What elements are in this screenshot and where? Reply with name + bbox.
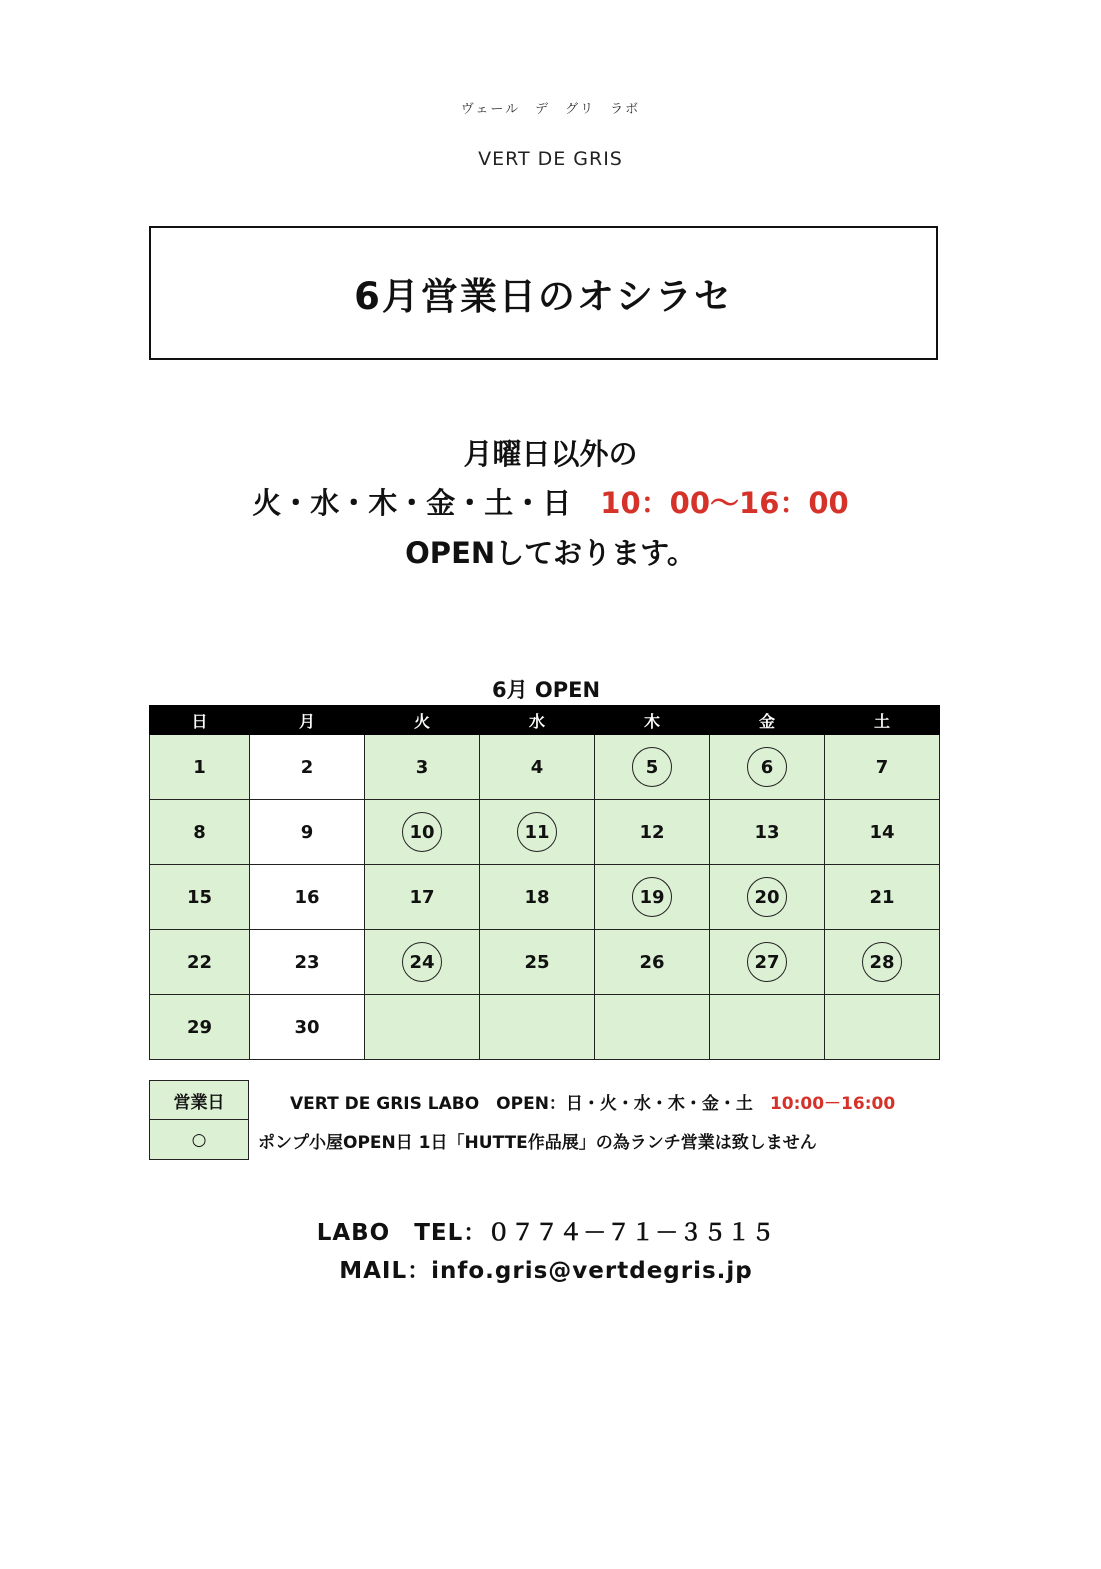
calendar-label: 6月 OPEN: [491, 678, 601, 702]
legend-open-text: [290, 1089, 895, 1114]
day-number: 25: [524, 951, 550, 973]
calendar-day-cell: [595, 800, 710, 865]
calendar-day-cell: [480, 735, 595, 800]
calendar-day-cell: [150, 735, 250, 800]
day-number: 12: [639, 821, 665, 843]
pump-hut-day-number: 24: [402, 942, 442, 982]
day-number: 13: [754, 821, 780, 843]
pump-hut-day-number: 28: [862, 942, 902, 982]
calendar-day-cell: [595, 865, 710, 930]
calendar-day-cell: [710, 865, 825, 930]
calendar-day-cell: [250, 865, 365, 930]
pump-hut-day-number: 27: [747, 942, 787, 982]
calendar-day-cell: [365, 735, 480, 800]
calendar-day-cell: [825, 930, 940, 995]
calendar-day-cell: [710, 930, 825, 995]
calendar-day-cell: [595, 930, 710, 995]
message-line-2: [0, 481, 1101, 522]
brand-kana: ヴェール デ グリ ラボ: [460, 102, 641, 117]
day-number: 8: [193, 821, 206, 843]
calendar-day-cell: [250, 995, 365, 1060]
day-number: 23: [294, 951, 320, 973]
day-number: 26: [639, 951, 665, 973]
day-number: 21: [869, 886, 895, 908]
weekday-header: 木: [595, 706, 710, 735]
day-number: 30: [294, 1016, 320, 1038]
open-hours: 10：00〜16：00: [600, 486, 849, 520]
legend-circle-text: ポンプ小屋OPEN日 1日「HUTTE作品展」の為ランチ営業は致しません: [258, 1133, 817, 1153]
calendar-day-cell: [480, 800, 595, 865]
day-number: 15: [186, 886, 213, 908]
weekday-header: 火: [365, 706, 480, 735]
calendar-header-row: [150, 706, 940, 735]
calendar-empty-cell: [595, 995, 710, 1060]
calendar-week-row: [150, 865, 940, 930]
calendar-empty-cell: [365, 995, 480, 1060]
weekday-header: 月: [250, 706, 365, 735]
calendar-day-cell: [150, 995, 250, 1060]
calendar-day-cell: [365, 800, 480, 865]
day-number: 18: [524, 886, 550, 908]
calendar-day-cell: [825, 735, 940, 800]
day-number: 2: [300, 756, 314, 778]
message-line-1: 月曜日以外の: [463, 437, 638, 471]
calendar-day-cell: [365, 865, 480, 930]
notice-title-box: [149, 226, 938, 360]
message-line-3: OPENしております。: [405, 536, 696, 570]
day-number: 3: [415, 756, 429, 778]
legend-circle-swatch: [149, 1119, 249, 1160]
weekday-header: 水: [480, 706, 595, 735]
day-number: 14: [869, 821, 895, 843]
legend-circle-icon: ○: [191, 1129, 207, 1150]
calendar-day-cell: [480, 865, 595, 930]
calendar-empty-cell: [825, 995, 940, 1060]
calendar-day-cell: [150, 865, 250, 930]
day-number: 29: [186, 1016, 213, 1038]
contact-tel: LABO TEL：０７７４－７１－３５１５: [316, 1220, 776, 1246]
legend-open-label: 営業日: [173, 1092, 225, 1113]
day-number: 4: [530, 756, 544, 778]
calendar-day-cell: [150, 930, 250, 995]
contact-mail[interactable]: MAIL：info.gris@vertdegris.jp: [339, 1258, 753, 1284]
calendar-week-row: [150, 800, 940, 865]
calendar-day-cell: [365, 930, 480, 995]
calendar-body: [150, 735, 940, 1060]
calendar-empty-cell: [480, 995, 595, 1060]
calendar-day-cell: [150, 800, 250, 865]
weekday-header: 金: [710, 706, 825, 735]
brand-name: VERT DE GRIS: [478, 148, 623, 170]
pump-hut-day-number: 6: [747, 747, 787, 787]
calendar-week-row: [150, 995, 940, 1060]
notice-title: 6月営業日のオシラセ: [354, 275, 733, 318]
calendar-day-cell: [710, 800, 825, 865]
legend-open-hours: 10:00－16:00: [769, 1094, 896, 1114]
calendar-day-cell: [825, 865, 940, 930]
pump-hut-day-number: 5: [632, 747, 672, 787]
pump-hut-day-number: 11: [517, 812, 557, 852]
weekday-header: 土: [825, 706, 940, 735]
calendar-week-row: [150, 735, 940, 800]
calendar-week-row: [150, 930, 940, 995]
calendar-day-cell: [595, 735, 710, 800]
day-number: 17: [409, 886, 435, 908]
day-number: 16: [294, 886, 320, 908]
calendar-day-cell: [480, 930, 595, 995]
calendar-day-cell: [825, 800, 940, 865]
pump-hut-day-number: 19: [632, 877, 672, 917]
pump-hut-day-number: 10: [402, 812, 442, 852]
legend-open-swatch: [149, 1080, 249, 1120]
calendar-day-cell: [250, 930, 365, 995]
weekday-header: 日: [150, 706, 250, 735]
pump-hut-day-number: 20: [747, 877, 787, 917]
day-number: 7: [875, 756, 889, 778]
calendar-day-cell: [250, 735, 365, 800]
day-number: 1: [193, 756, 206, 778]
day-number: 22: [186, 951, 213, 973]
calendar-table: [149, 705, 940, 1060]
calendar-day-cell: [710, 735, 825, 800]
calendar-empty-cell: [710, 995, 825, 1060]
legend-open-description: VERT DE GRIS LABO OPEN：日・火・水・木・金・土: [290, 1094, 753, 1114]
day-number: 9: [300, 821, 314, 843]
calendar-day-cell: [250, 800, 365, 865]
open-days: 火・水・木・金・土・日: [252, 486, 572, 520]
